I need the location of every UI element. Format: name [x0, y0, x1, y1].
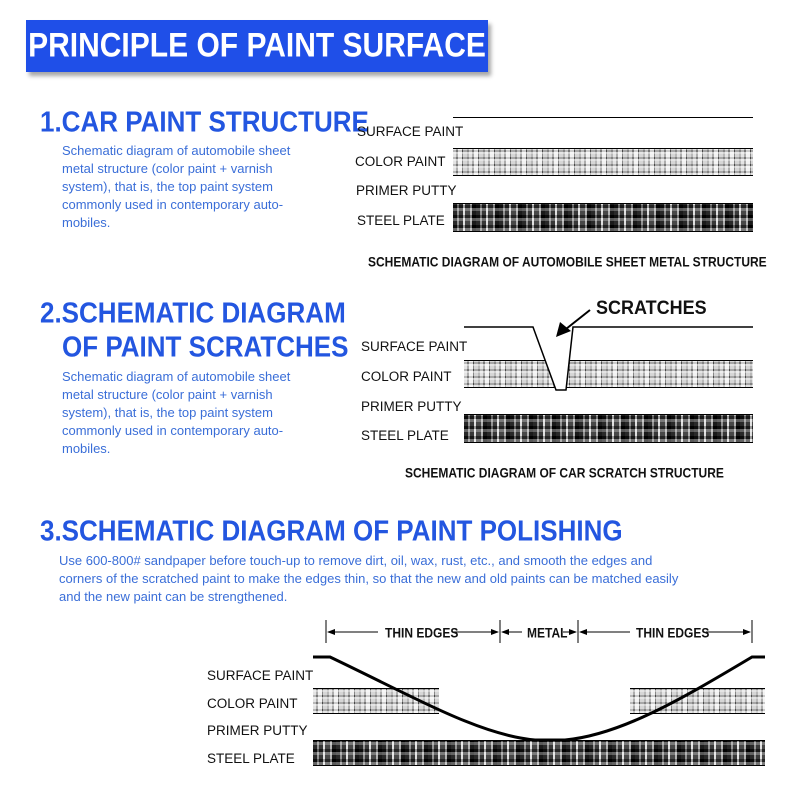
section1-paragraph-line: system), that is, the top paint system	[62, 179, 273, 194]
section2-heading-line2: OF PAINT SCRATCHES	[62, 330, 349, 363]
dim-arrow	[579, 629, 587, 635]
section3-paragraph-line: Use 600-800# sandpaper before touch-up to remove dirt, oil, wax, rust, etc., and smooth the edges and	[59, 553, 653, 568]
dim-arrow	[491, 629, 499, 635]
section2-caption: SCHEMATIC DIAGRAM OF CAR SCRATCH STRUCTURE	[405, 465, 724, 482]
label-primer-putty: PRIMER PUTTY	[207, 723, 308, 738]
dim-arrow	[743, 629, 751, 635]
dim-label-thin-edges-right: THIN EDGES	[636, 625, 710, 642]
page-title: PRINCIPLE OF PAINT SURFACE	[28, 26, 486, 65]
section3-paragraph-line: corners of the scratched paint to make the edges thin, so that the new and old paints can be matched easily	[59, 571, 679, 586]
label-color-paint: COLOR PAINT	[361, 369, 452, 384]
section1-paragraph-line: mobiles.	[62, 215, 111, 230]
label-primer-putty: PRIMER PUTTY	[356, 183, 457, 198]
section2-paragraph-line: system), that is, the top paint system	[62, 405, 273, 420]
section1-paragraph-line: Schematic diagram of automobile sheet	[62, 143, 291, 158]
dim-arrow	[501, 629, 509, 635]
section2-paragraph-line: metal structure (color paint + varnish	[62, 387, 273, 402]
label-steel-plate: STEEL PLATE	[207, 751, 295, 766]
dim-arrow	[327, 629, 335, 635]
label-surface-paint: SURFACE PAINT	[207, 668, 314, 683]
dim-label-metal: METAL	[527, 625, 568, 642]
section1-paragraph-line: commonly used in contemporary auto-	[62, 197, 284, 212]
section2-paragraph-line: commonly used in contemporary auto-	[62, 423, 284, 438]
label-surface-paint: SURFACE PAINT	[361, 339, 468, 354]
section2-paragraph-line: mobiles.	[62, 441, 111, 456]
section1-heading: 1.CAR PAINT STRUCTURE	[40, 105, 369, 138]
dim-label-thin-edges-left: THIN EDGES	[385, 625, 459, 642]
section3-paragraph-line: and the new paint can be strengthened.	[59, 589, 288, 604]
label-steel-plate: STEEL PLATE	[361, 428, 449, 443]
section1-caption: SCHEMATIC DIAGRAM OF AUTOMOBILE SHEET METAL STRUCTURE	[368, 254, 767, 271]
label-primer-putty: PRIMER PUTTY	[361, 399, 462, 414]
bevel-fill-right	[713, 657, 765, 688]
section2-paragraph-line: Schematic diagram of automobile sheet	[62, 369, 291, 384]
label-color-paint: COLOR PAINT	[355, 154, 446, 169]
polished-profile	[313, 657, 765, 740]
dim-arrow	[569, 629, 577, 635]
section1-paragraph-line: metal structure (color paint + varnish	[62, 161, 273, 176]
label-steel-plate: STEEL PLATE	[357, 213, 445, 228]
label-color-paint: COLOR PAINT	[207, 696, 298, 711]
section3-heading: 3.SCHEMATIC DIAGRAM OF PAINT POLISHING	[40, 514, 623, 547]
label-surface-paint: SURFACE PAINT	[357, 124, 464, 139]
scratches-label: SCRATCHES	[596, 296, 707, 319]
section2-heading-line1: 2.SCHEMATIC DIAGRAM	[40, 296, 346, 329]
